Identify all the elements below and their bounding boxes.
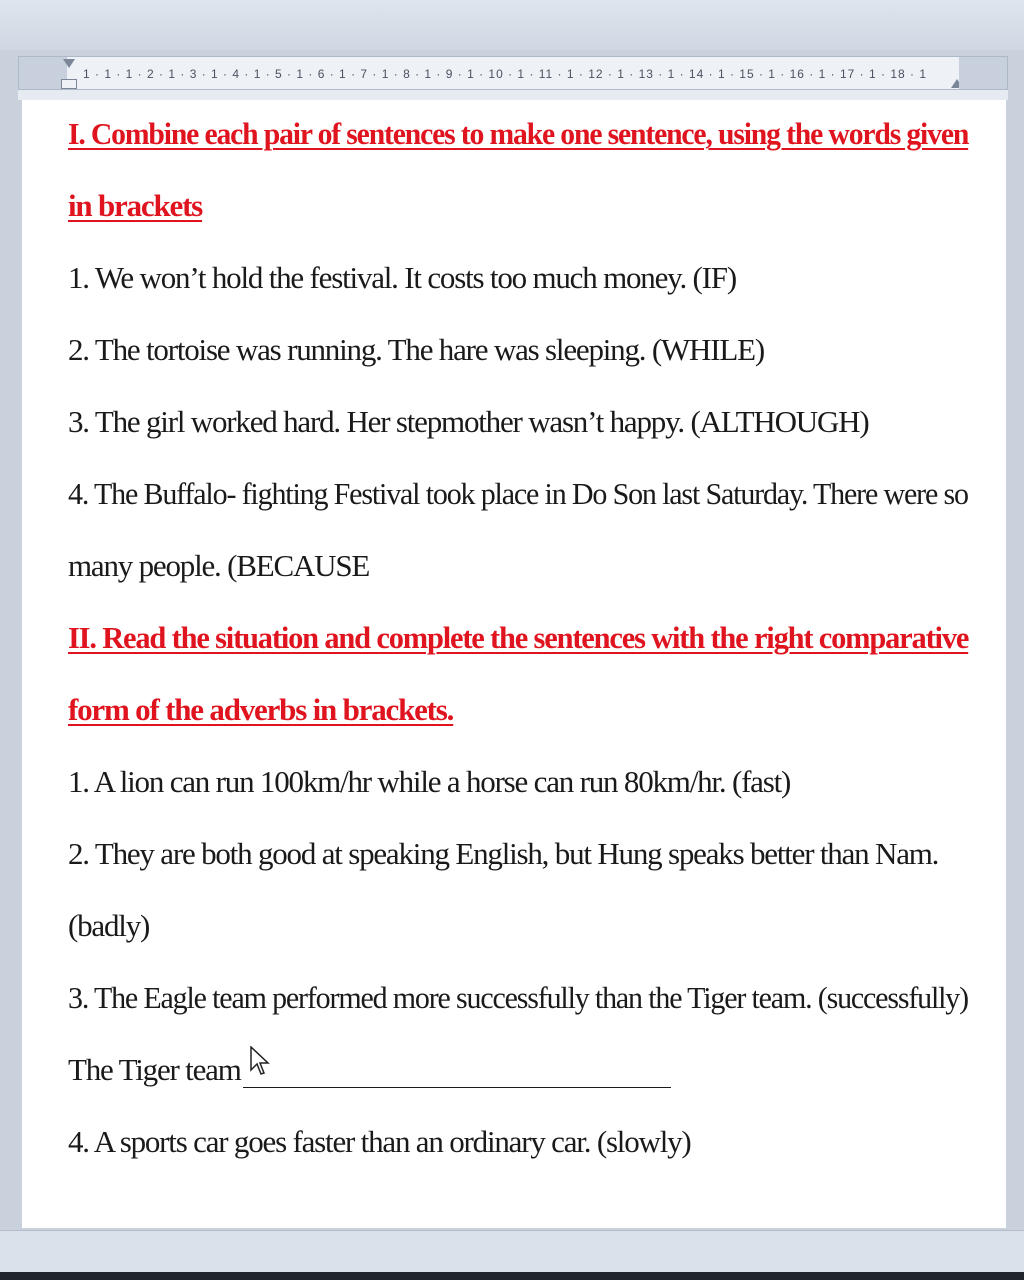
first-line-indent-marker[interactable]	[63, 59, 75, 68]
section2-item-1: 1. A lion can run 100km/hr while a horse can run 80km/hr. (fast)	[68, 764, 791, 799]
ruler-right-margin	[959, 57, 1007, 89]
ruler-left-margin	[19, 57, 67, 89]
section1-item-2: 2. The tortoise was running. The hare was sleeping. (WHILE)	[68, 332, 764, 367]
mouse-pointer-icon	[250, 1046, 270, 1078]
window-top-chrome	[0, 0, 1024, 50]
ruler-scale: 1 · 1 · 1 · 2 · 1 · 3 · 1 · 4 · 1 · 5 · 1 · 6 · 1 · 7 · 1 · 8 · 1 · 9 · 1 · 10 · 1 · 11 · 1 · 12 · 1 · 13 · 1 · 14 · 1 · 15 · 1 · 16 · 1 · 17 · 1 · 18 · 1	[83, 67, 928, 81]
status-bar	[0, 1230, 1024, 1273]
section1-item-4: 4. The Buffalo- fighting Festival took place in Do Son last Saturday. There were so	[68, 476, 968, 511]
section1-item-1: 1. We won’t hold the festival. It costs too much money. (IF)	[68, 260, 736, 295]
section1-heading-line1: I. Combine each pair of sentences to make one sentence, using the words given	[68, 116, 969, 151]
section1-item-3: 3. The girl worked hard. Her stepmother wasn’t happy. (ALTHOUGH)	[68, 404, 869, 439]
section2-item-2: 2. They are both good at speaking English, but Hung speaks better than Nam.	[68, 836, 939, 871]
section2-item-2-continued: (badly)	[68, 908, 150, 943]
section1-item-4-continued: many people. (BECAUSE	[68, 548, 370, 583]
answer-blank[interactable]	[243, 1057, 671, 1088]
section2-heading-line2: form of the adverbs in brackets.	[68, 692, 454, 727]
section2-item-4: 4. A sports car goes faster than an ordinary car. (slowly)	[68, 1124, 691, 1159]
screen-bottom-edge	[0, 1272, 1024, 1280]
horizontal-ruler[interactable]	[18, 56, 1008, 90]
section2-heading-line1: II. Read the situation and complete the sentences with the right comparative	[68, 620, 969, 655]
ruler-shadow	[18, 90, 1008, 100]
answer-prompt-text: The Tiger team	[68, 1052, 241, 1087]
left-indent-marker[interactable]	[61, 79, 77, 89]
section2-item-3: 3. The Eagle team performed more successfully than the Tiger team. (successfully)	[68, 980, 968, 1015]
section1-heading-line2: in brackets	[68, 188, 203, 223]
section2-item-3-answer-line[interactable]	[68, 1052, 671, 1088]
